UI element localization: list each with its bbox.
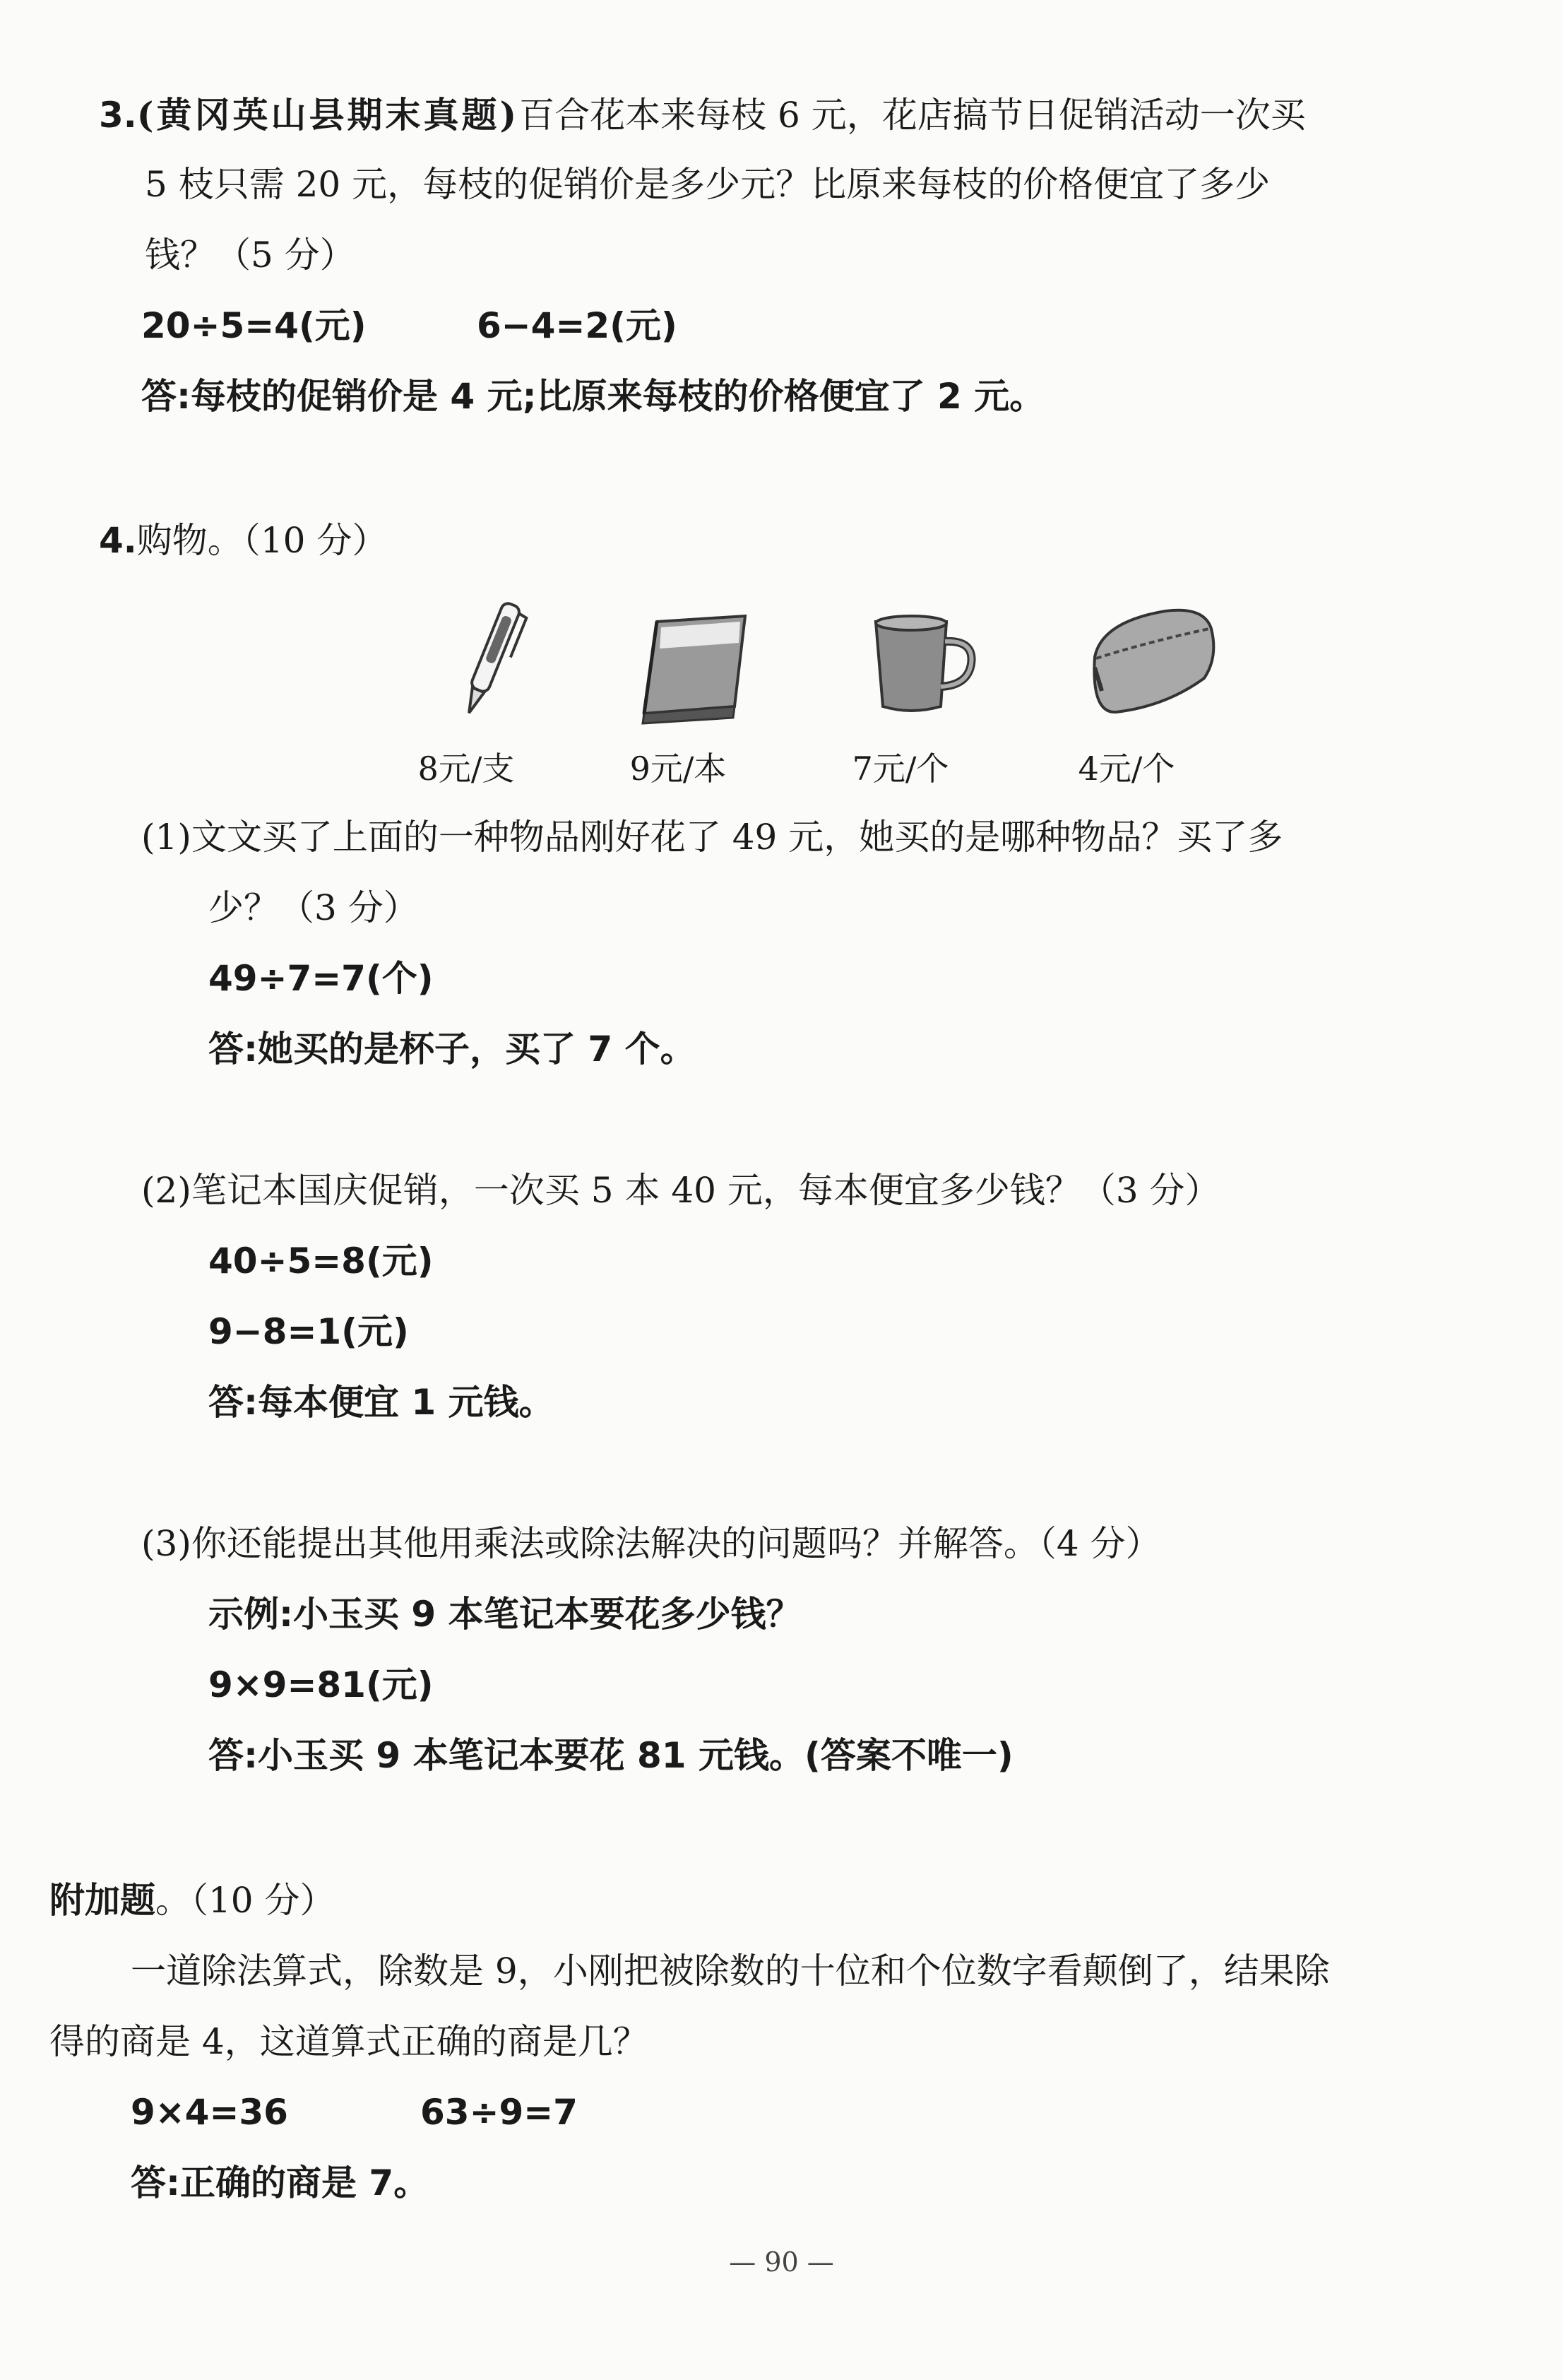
extra-answer: 答:正确的商是 7。 bbox=[131, 2162, 429, 2203]
q4-number: 4. bbox=[99, 520, 137, 561]
q3-calc2: 6−4=2(元) bbox=[477, 305, 677, 346]
q4-title-line bbox=[99, 516, 387, 565]
q4-title: 购物。（10 分） bbox=[136, 520, 388, 561]
q3-text3: 钱？（5 分） bbox=[145, 235, 355, 276]
q4-p3-text: (3)你还能提出其他用乘法或除法解决的问题吗？并解答。（4 分） bbox=[141, 1523, 1161, 1564]
q4-p1-answer: 答:她买的是杯子，买了 7 个。 bbox=[208, 1029, 696, 1070]
q3-line1 bbox=[99, 90, 1306, 140]
price-cup: 7元/个 bbox=[852, 750, 949, 788]
extra-title-tail: 。（10 分） bbox=[155, 1880, 335, 1921]
price-pen: 8元/支 bbox=[417, 750, 515, 788]
q4-p2-calc2: 9−8=1(元) bbox=[208, 1311, 409, 1352]
q3-text1: 百合花本来每枝 6 元，花店搞节日促销活动一次买 bbox=[519, 95, 1306, 136]
price-pencil-case: 4元/个 bbox=[1078, 750, 1175, 788]
pen-icon bbox=[441, 586, 540, 728]
q3-source: (黄冈英山县期末真题) bbox=[136, 94, 520, 136]
q4-p3-example: 示例:小玉买 9 本笔记本要花多少钱？ bbox=[208, 1594, 802, 1635]
q4-p1-calc: 49÷7=7(个) bbox=[208, 958, 434, 999]
extra-title-line bbox=[49, 1876, 335, 1925]
q3-text2: 5 枝只需 20 元，每枝的促销价是多少元？比原来每枝的价格便宜了多少 bbox=[145, 164, 1271, 205]
q3-number: 3. bbox=[99, 95, 137, 136]
notebook-icon bbox=[629, 608, 756, 728]
q4-p3-calc: 9×9=81(元) bbox=[208, 1664, 434, 1705]
q3-answer: 答:每枝的促销价是 4 元;比原来每枝的价格便宜了 2 元。 bbox=[141, 376, 1045, 417]
q4-p2-answer: 答:每本便宜 1 元钱。 bbox=[208, 1382, 554, 1423]
pencil-case-icon bbox=[1081, 600, 1222, 721]
cup-icon bbox=[862, 608, 989, 721]
q4-p1-text2: 少？（3 分） bbox=[208, 887, 419, 928]
q4-p2-calc1: 40÷5=8(元) bbox=[208, 1241, 434, 1281]
q4-p1-text1: (1)文文买了上面的一种物品刚好花了 49 元，她买的是哪种物品？买了多 bbox=[141, 817, 1283, 858]
q3-calc1: 20÷5=4(元) bbox=[141, 305, 367, 346]
extra-calc2: 63÷9=7 bbox=[420, 2092, 578, 2133]
extra-title: 附加题 bbox=[49, 1880, 155, 1921]
extra-calc1: 9×4=36 bbox=[131, 2092, 288, 2133]
q4-p2-text: (2)笔记本国庆促销，一次买 5 本 40 元，每本便宜多少钱？（3 分） bbox=[141, 1170, 1220, 1211]
extra-text2: 得的商是 4，这道算式正确的商是几？ bbox=[49, 2021, 648, 2062]
extra-text1: 一道除法算式，除数是 9，小刚把被除数的十位和个位数字看颠倒了，结果除 bbox=[131, 1950, 1330, 1991]
page-number: — 90 — bbox=[729, 2246, 834, 2278]
price-notebook: 9元/本 bbox=[629, 750, 727, 788]
q4-p3-answer: 答:小玉买 9 本笔记本要花 81 元钱。(答案不唯一) bbox=[208, 1735, 1014, 1776]
